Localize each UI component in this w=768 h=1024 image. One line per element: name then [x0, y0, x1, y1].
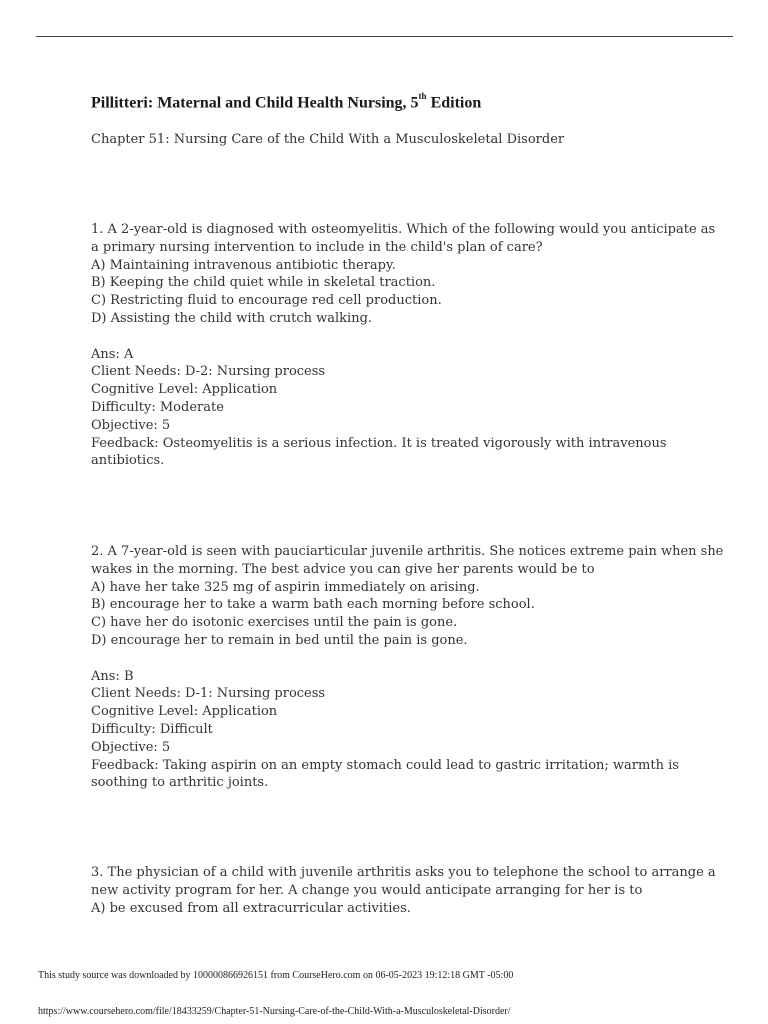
cognitive-level: Cognitive Level: Application [91, 704, 278, 720]
answer-option-d: D) Assisting the child with crutch walking. [91, 310, 373, 326]
cognitive-level: Cognitive Level: Application [91, 382, 278, 398]
feedback-line: Feedback: Osteomyelitis is a serious infection. It is treated vigorously with intravenous [91, 435, 667, 451]
book-title-main: Pillitteri: Maternal and Child Health Nursing, 5 [91, 94, 419, 112]
question-stem-line: 1. A 2-year-old is diagnosed with osteomyelitis. Which of the following would you anticipate as [91, 222, 716, 237]
question-stem-line: wakes in the morning. The best advice you can give her parents would be to [91, 561, 595, 577]
answer-option-a: A) be excused from all extracurricular activities. [91, 900, 411, 916]
question-2 [91, 543, 723, 792]
question-stem-line: a primary nursing intervention to include in the child's plan of care? [91, 239, 543, 255]
answer-option-a: A) have her take 325 mg of aspirin immediately on arising. [91, 579, 480, 595]
client-needs: Client Needs: D-2: Nursing process [91, 364, 326, 380]
feedback-line: soothing to arthritic joints. [91, 775, 269, 791]
edition-superscript: th [418, 91, 427, 101]
answer-option-c: C) Restricting fluid to encourage red cell production. [91, 293, 442, 309]
client-needs: Client Needs: D-1: Nursing process [91, 686, 326, 702]
answer-option-d: D) encourage her to remain in bed until the pain is gone. [91, 632, 468, 648]
source-url: https://www.coursehero.com/file/18433259/Chapter-51-Nursing-Care-of-the-Child-With-a-Musculoskeletal-Disorder/ [38, 1006, 511, 1017]
objective: Objective: 5 [91, 739, 171, 755]
chapter-heading: Chapter 51: Nursing Care of the Child With a Musculoskeletal Disorder [91, 132, 565, 147]
question-stem-line: 2. A 7-year-old is seen with pauciarticular juvenile arthritis. She notices extreme pain when she [91, 544, 724, 559]
difficulty: Difficulty: Moderate [91, 399, 224, 415]
question-1 [91, 221, 715, 470]
answer-option-b: B) Keeping the child quiet while in skeletal traction. [91, 275, 436, 291]
question-stem-line: 3. The physician of a child with juvenile arthritis asks you to telephone the school to arrange a [91, 865, 716, 880]
book-title-end: Edition [426, 94, 482, 112]
objective: Objective: 5 [91, 417, 171, 433]
answer-option-b: B) encourage her to take a warm bath each morning before school. [91, 597, 535, 613]
spacer [91, 328, 715, 346]
spacer [91, 650, 723, 668]
top-rule [36, 36, 733, 37]
answer-key: Ans: A [91, 346, 134, 362]
book-title [91, 93, 481, 112]
question-3 [91, 864, 716, 917]
difficulty: Difficulty: Difficult [91, 721, 213, 737]
download-source-notice: This study source was downloaded by 100000866926151 from CourseHero.com on 06-05-2023 19:12:18 GMT -05:00 [38, 970, 514, 981]
feedback-line: Feedback: Taking aspirin on an empty stomach could lead to gastric irritation; warmth is [91, 757, 679, 773]
question-stem-line: new activity program for her. A change you would anticipate arranging for her is to [91, 882, 643, 898]
answer-option-a: A) Maintaining intravenous antibiotic therapy. [91, 257, 396, 273]
answer-key: Ans: B [91, 668, 134, 684]
feedback-line: antibiotics. [91, 453, 165, 469]
answer-option-c: C) have her do isotonic exercises until the pain is gone. [91, 615, 458, 631]
